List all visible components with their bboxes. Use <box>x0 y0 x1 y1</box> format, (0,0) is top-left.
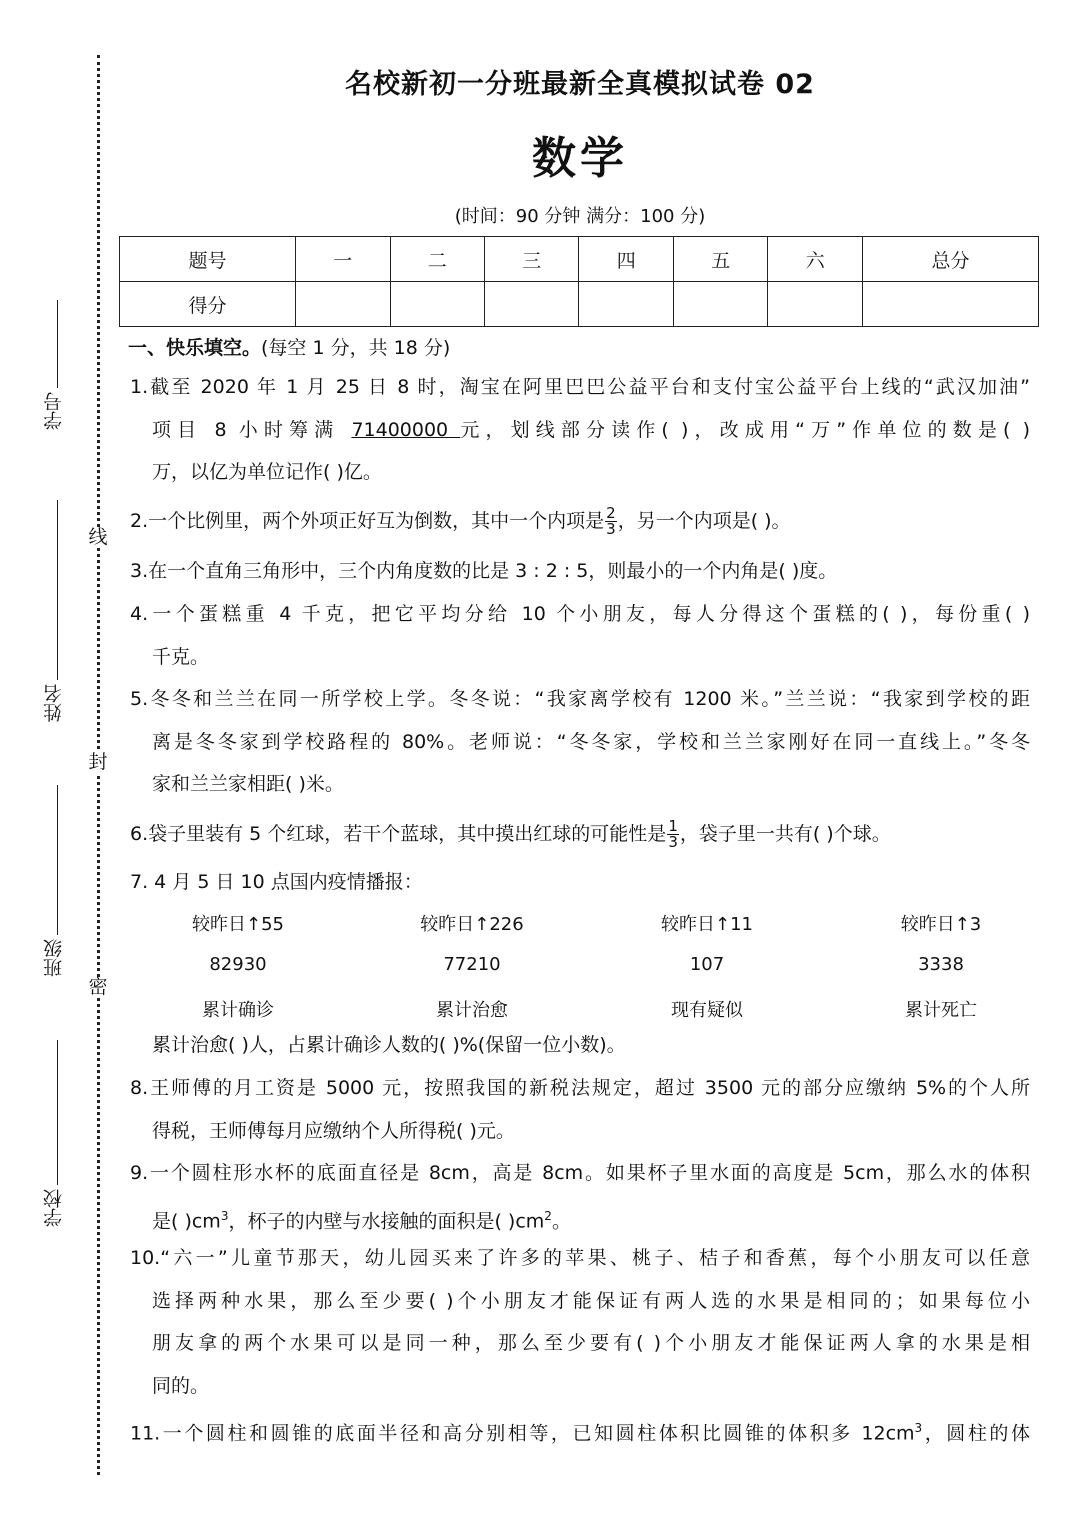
stats-label-row <box>130 996 1030 1026</box>
stat-value: 82930 <box>209 954 267 975</box>
section-note: (每空 1 分，共 18 分) <box>261 337 451 359</box>
stat-label: 累计死亡 <box>905 1000 977 1021</box>
section-title: 一、快乐填空。 <box>128 337 262 359</box>
q2-text-a: 2.一个比例里，两个外项正好互为倒数，其中一个内项是 <box>130 510 605 532</box>
question-10 <box>130 1237 1030 1407</box>
question-5 <box>130 678 1030 806</box>
question-1 <box>130 366 1030 494</box>
q10-line-3: 朋友拿的两个水果可以是同一种，那么至少要有( )个小朋友才能保证两人拿的水果是相 <box>152 1332 1030 1354</box>
stat-change: 较昨日↑3 <box>900 914 982 935</box>
q6-text-b: ，袋子里一共有( )个球。 <box>679 823 891 845</box>
question-7-tail <box>130 1024 1030 1067</box>
q4-line-2: 千克。 <box>152 645 210 668</box>
score-header-cell: 题号 <box>120 237 296 282</box>
q2-fraction-numerator: 2 <box>606 504 616 522</box>
q6-text-a: 6.袋子里装有 5 个红球，若干个蓝球，其中摸出红球的可能性是 <box>130 823 667 845</box>
score-header-cell: 一 <box>296 237 390 282</box>
q1-line-2 <box>130 409 1030 452</box>
q11-line-1 <box>130 1407 1030 1455</box>
stat-value: 3338 <box>918 954 964 975</box>
q9-line-2 <box>130 1195 1030 1243</box>
q2-line <box>130 500 1030 543</box>
question-6 <box>130 813 1030 856</box>
q11-text-b: ，圆柱的体 <box>922 1422 1030 1445</box>
q8-line-1: 8.王师傅的月工资是 5000 元，按照我国的新税法规定，超过 3500 元的部分应缴纳 5%的个人所 <box>130 1077 1030 1099</box>
q3-line: 3.在一个直角三角形中，三个内角度数的比是 3 : 2 : 5，则最小的一个内角是( )度。 <box>130 560 838 582</box>
school-blank <box>57 1040 58 1185</box>
binding-char-xian: 线 <box>88 526 108 548</box>
stats-change-row <box>130 910 1030 940</box>
score-table-header-row <box>120 237 1039 282</box>
epidemic-stats <box>130 910 1030 1030</box>
score-header-cell: 二 <box>390 237 484 282</box>
score-row-label: 得分 <box>120 282 296 327</box>
student-id-label: 学号 <box>43 392 65 430</box>
school-field <box>44 1040 70 1235</box>
q2-fraction <box>605 506 617 537</box>
q7-tail: 累计治愈( )人，占累计确诊人数的( )%(保留一位小数)。 <box>152 1034 626 1056</box>
q1-line-2b: 元，划线部分读作( )，改成用“万”作单位的数是( ) <box>460 418 1030 441</box>
q2-fraction-denominator: 3 <box>606 520 616 538</box>
score-header-cell: 五 <box>673 237 767 282</box>
score-cell <box>296 282 390 327</box>
q1-underlined-number: 71400000 <box>351 418 461 441</box>
class-label: 班级 <box>43 939 65 977</box>
q11-text-a: 11.一个圆柱和圆锥的底面半径和高分别相等，已知圆柱体积比圆锥的体积多 12cm <box>130 1422 915 1445</box>
q10-line-2: 选择两种水果，那么至少要( )个小朋友才能保证有两人选的水果是相同的；如果每位小 <box>152 1289 1030 1312</box>
q6-fraction <box>667 819 679 850</box>
q5-line-3: 家和兰兰家相距( )米。 <box>152 773 344 795</box>
student-id-field <box>44 300 70 440</box>
q10-line-4: 同的。 <box>152 1374 210 1397</box>
exam-title: 名校新初一分班最新全真模拟试卷 02 <box>345 69 815 100</box>
q9-superscript-3: 3 <box>220 1208 229 1223</box>
stat-value: 77210 <box>443 954 501 975</box>
q9-line-1: 9.一个圆柱形水杯的底面直径是 8cm，高是 8cm。如果杯子里水面的高度是 5cm，那么水的体积 <box>130 1162 1030 1184</box>
question-2 <box>130 500 1030 543</box>
stat-change: 较昨日↑226 <box>420 914 524 935</box>
q11-superscript-3: 3 <box>914 1421 923 1435</box>
score-table-score-row <box>120 282 1039 327</box>
score-table <box>119 236 1039 327</box>
school-label: 学校 <box>43 1189 65 1227</box>
section-heading <box>128 333 450 360</box>
time-info: (时间：90 分钟 满分：100 分) <box>454 206 706 227</box>
q5-line-2: 离是冬冬家到学校路程的 80%。老师说：“冬冬家，学校和兰兰家刚好在同一直线上。”冬冬 <box>152 730 1030 753</box>
score-cell <box>862 282 1038 327</box>
score-cell <box>485 282 579 327</box>
stats-value-row <box>130 954 1030 984</box>
binding-char-mi: 密 <box>88 976 108 998</box>
class-blank <box>57 785 58 935</box>
q1-line-2a: 项目 8 小时筹满 <box>152 418 352 441</box>
score-cell <box>579 282 673 327</box>
score-header-cell: 三 <box>485 237 579 282</box>
q4-line-1: 4.一个蛋糕重 4 千克，把它平均分给 10 个小朋友，每人分得这个蛋糕的( )，每份重( ) <box>130 603 1030 625</box>
score-header-cell: 总分 <box>862 237 1038 282</box>
stat-value: 107 <box>689 954 725 975</box>
subject-title: 数学 <box>532 133 628 184</box>
q5-line-1: 5.冬冬和兰兰在同一所学校上学。冬冬说：“我家离学校有 1200 米。”兰兰说：“我家到学校的距 <box>130 688 1030 710</box>
binding-char-feng: 封 <box>88 751 108 773</box>
question-11 <box>130 1407 1030 1455</box>
question-8 <box>130 1067 1030 1152</box>
student-id-blank <box>57 300 58 388</box>
question-7 <box>130 861 1030 904</box>
stat-change: 较昨日↑11 <box>661 914 753 935</box>
stat-label: 累计确诊 <box>202 1000 274 1021</box>
score-cell <box>768 282 862 327</box>
q8-line-2: 得税，王师傅每月应缴纳个人所得税( )元。 <box>152 1119 515 1142</box>
q1-line-1: 1.截至 2020 年 1 月 25 日 8 时，淘宝在阿里巴巴公益平台和支付宝公益平台上线的“武汉加油” <box>130 376 1030 398</box>
score-cell <box>390 282 484 327</box>
stat-label: 现有疑似 <box>671 1000 743 1021</box>
q9-text-a: 是( )cm <box>152 1209 221 1232</box>
score-header-cell: 六 <box>768 237 862 282</box>
question-4 <box>130 593 1030 678</box>
stat-change: 较昨日↑55 <box>192 914 284 935</box>
question-3 <box>130 550 1030 593</box>
q10-line-1: 10.“六一”儿童节那天，幼儿园买来了许多的苹果、桃子、桔子和香蕉，每个小朋友可以任意 <box>130 1247 1030 1269</box>
score-cell <box>673 282 767 327</box>
q6-line <box>130 813 1030 856</box>
q7-intro: 7. 4 月 5 日 10 点国内疫情播报： <box>130 871 423 893</box>
student-name-blank <box>57 500 58 680</box>
score-header-cell: 四 <box>579 237 673 282</box>
q1-line-3: 万，以亿为单位记作( )亿。 <box>152 461 382 483</box>
question-9 <box>130 1152 1030 1242</box>
class-field <box>44 785 70 985</box>
q9-text-b: ，杯子的内壁与水接触的面积是( )cm <box>228 1209 545 1232</box>
stat-label: 累计治愈 <box>436 1000 508 1021</box>
q6-fraction-denominator: 3 <box>668 833 678 851</box>
student-name-field <box>44 500 70 732</box>
q9-text-c: 。 <box>551 1209 571 1232</box>
q6-fraction-numerator: 1 <box>668 817 678 835</box>
student-name-label: 姓名 <box>43 684 65 722</box>
q9-superscript-2: 2 <box>544 1208 552 1223</box>
q2-text-b: ，另一个内项是( )。 <box>617 510 791 532</box>
